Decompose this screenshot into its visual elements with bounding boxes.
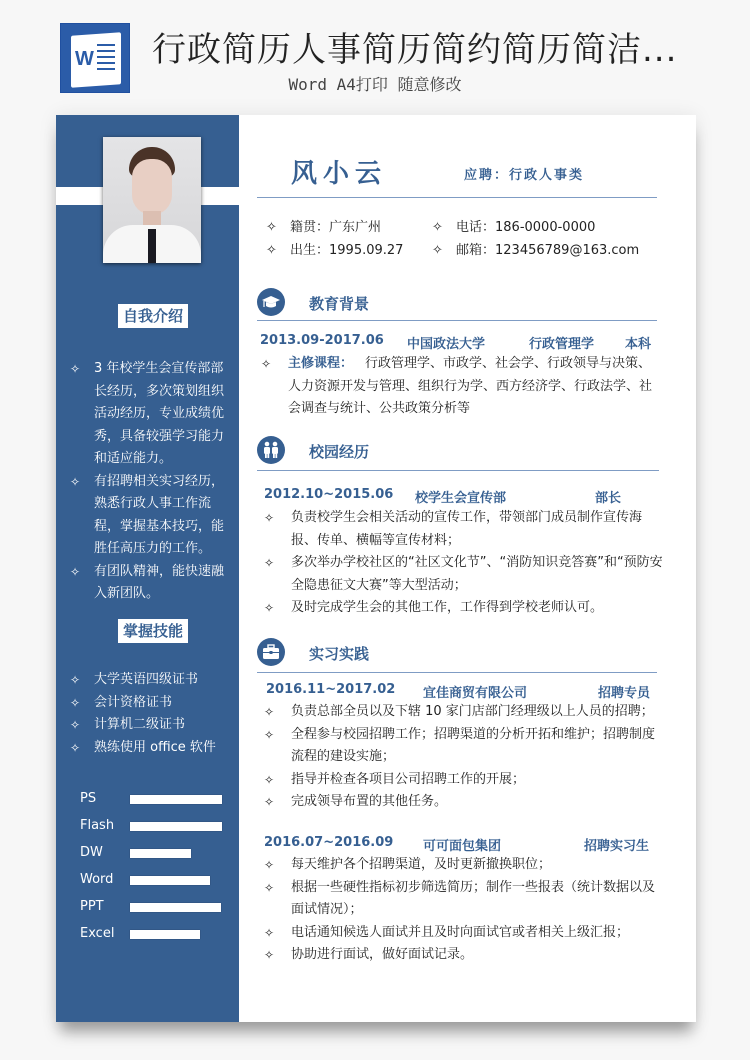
- diamond-bullet-icon: ✧: [70, 673, 81, 687]
- course-item: ✧ 主修课程： 行政管理学、市政学、社会学、行政领导与决策、人力资源开发与管理、组织行为学、西方经济学、行政法学、社会调查与统计、公共政策分析等: [261, 353, 661, 421]
- campus-item: ✧ 负责校学生会相关活动的宣传工作，带领部门成员制作宣传海报、传单、横幅等宣传材料；: [264, 507, 664, 552]
- contact-email: ✧ 邮箱：123456789@163.com: [432, 243, 640, 258]
- skill-item: ✧ 熟练使用 office 软件: [70, 737, 230, 760]
- skill-bar-row: [80, 813, 230, 840]
- divider: [257, 470, 659, 471]
- skill-level-bar: [130, 849, 191, 858]
- skill-name: Word: [80, 872, 114, 887]
- job-item: ✧ 电话通知候选人面试并且及时向面试官或者相关上级汇报；: [264, 922, 664, 945]
- campus-item: ✧ 多次举办学校社区的“社区文化节”、“消防知识竞答赛”和“预防安全隐患征文大赛”等大型活动；: [264, 552, 664, 597]
- campus-role: 部长: [595, 491, 622, 506]
- campus-items: [264, 507, 664, 620]
- diamond-bullet-icon: ✧: [266, 243, 277, 258]
- skill-bar-row: [80, 786, 230, 813]
- briefcase-icon: [257, 638, 285, 666]
- job-period: 2016.11~2017.02: [266, 682, 396, 697]
- job-items: [264, 701, 664, 814]
- intro-item: ✧ 有招聘相关实习经历，熟悉行政人事工作流程，掌握基本技巧，能胜任高压力的工作。: [70, 471, 230, 561]
- skill-level-bar: [130, 876, 210, 885]
- divider: [257, 320, 657, 321]
- job-item: ✧ 指导并检查各项目公司招聘工作的开展；: [264, 769, 664, 792]
- skill-name: Flash: [80, 818, 115, 833]
- job-role: 招聘实习生: [584, 839, 650, 854]
- job-company: 宜佳商贸有限公司: [423, 686, 528, 701]
- diamond-bullet-icon: ✧: [70, 362, 81, 376]
- skill-level-bar: [130, 903, 221, 912]
- diamond-bullet-icon: ✧: [70, 564, 81, 579]
- skill-level-bar: [130, 930, 200, 939]
- education-school: 中国政法大学: [407, 337, 486, 352]
- job-item: ✧ 完成领导布置的其他任务。: [264, 791, 664, 814]
- campus-title: 校园经历: [309, 443, 370, 461]
- contact-birth: ✧ 出生：1995.09.27: [266, 243, 404, 258]
- skill-bar-row: [80, 894, 230, 921]
- resume-sidebar: [56, 115, 239, 1022]
- skill-bar-row: [80, 840, 230, 867]
- skill-bar-row: [80, 867, 230, 894]
- education-major: 行政管理学: [529, 337, 595, 352]
- diamond-bullet-icon: ✧: [432, 243, 443, 258]
- diamond-bullet-icon: ✧: [264, 858, 275, 872]
- diamond-bullet-icon: ✧: [266, 220, 277, 235]
- skills-heading: 掌握技能: [118, 619, 188, 643]
- contact-phone: ✧ 电话：186-0000-0000: [432, 220, 596, 235]
- preview-header: [0, 0, 750, 110]
- divider: [257, 672, 657, 673]
- education-period: 2013.09-2017.06: [260, 333, 384, 348]
- diamond-bullet-icon: ✧: [70, 740, 81, 755]
- profile-photo: [103, 137, 201, 263]
- job-item: ✧ 每天维护各个招聘渠道，及时更新撤换职位；: [264, 854, 664, 877]
- word-letter: W: [75, 48, 94, 70]
- diamond-bullet-icon: ✧: [70, 718, 81, 732]
- intro-item: ✧ 有团队精神，能快速融入新团队。: [70, 561, 230, 606]
- diamond-bullet-icon: ✧: [70, 695, 81, 710]
- diamond-bullet-icon: ✧: [70, 474, 81, 489]
- job-item: ✧ 负责总部全员以及下辖 10 家门店部门经理级以上人员的招聘；: [264, 701, 664, 724]
- page-title: 行政简历人事简历简约简历简洁...: [152, 30, 678, 70]
- job-role: 招聘专员: [598, 686, 651, 701]
- skill-name: PS: [80, 791, 97, 806]
- diamond-bullet-icon: ✧: [264, 795, 275, 809]
- job-item: ✧ 协助进行面试，做好面试记录。: [264, 944, 664, 967]
- skill-name: Excel: [80, 926, 115, 941]
- applied-position: 应聘：行政人事类: [464, 168, 585, 183]
- skill-name: PPT: [80, 899, 104, 914]
- diamond-bullet-icon: ✧: [264, 880, 275, 895]
- skill-level-bar: [130, 822, 222, 831]
- resume-main: [239, 115, 696, 1022]
- intro-list: [70, 358, 230, 606]
- resume-page: [56, 115, 696, 1022]
- diamond-bullet-icon: ✧: [264, 772, 275, 787]
- software-skill-bars: [80, 786, 230, 948]
- skill-name: DW: [80, 845, 103, 860]
- job-items: [264, 854, 664, 967]
- candidate-name: 风小云: [291, 159, 388, 189]
- campus-org: 校学生会宣传部: [415, 491, 507, 506]
- graduation-cap-icon: [257, 288, 285, 316]
- diamond-bullet-icon: ✧: [264, 705, 275, 719]
- education-courses: [261, 353, 661, 421]
- diamond-bullet-icon: ✧: [264, 556, 275, 570]
- campus-item: ✧ 及时完成学生会的其他工作，工作得到学校老师认可。: [264, 597, 664, 620]
- skill-item: ✧ 计算机二级证书: [70, 714, 230, 737]
- diamond-bullet-icon: ✧: [264, 727, 275, 742]
- people-icon: [257, 436, 285, 464]
- practice-title: 实习实践: [309, 645, 370, 663]
- job-item: ✧ 全程参与校园招聘工作；招聘渠道的分析开拓和维护；招聘制度流程的建设实施；: [264, 724, 664, 769]
- skill-item: ✧ 会计资格证书: [70, 692, 230, 715]
- diamond-bullet-icon: ✧: [432, 220, 443, 235]
- divider: [257, 197, 657, 198]
- text-lines-icon: [97, 44, 115, 74]
- education-title: 教育背景: [309, 295, 370, 313]
- skill-level-bar: [130, 795, 222, 804]
- diamond-bullet-icon: ✧: [261, 357, 272, 371]
- skill-item: ✧ 大学英语四级证书: [70, 669, 230, 692]
- diamond-bullet-icon: ✧: [264, 948, 275, 962]
- diamond-bullet-icon: ✧: [264, 925, 275, 940]
- diamond-bullet-icon: ✧: [264, 601, 275, 615]
- job-period: 2016.07~2016.09: [264, 835, 394, 850]
- contact-hometown: ✧ 籍贯：广东广州: [266, 220, 382, 235]
- job-company: 可可面包集团: [423, 839, 502, 854]
- intro-item: ✧ 3 年校学生会宣传部部长经历，多次策划组织活动经历，专业成绩优秀，具备较强学习能力和适应能力。: [70, 358, 230, 471]
- intro-heading: 自我介绍: [118, 304, 188, 328]
- campus-period: 2012.10~2015.06: [264, 487, 394, 502]
- skill-bar-row: [80, 921, 230, 948]
- course-label: 主修课程：: [288, 356, 354, 371]
- skills-list: [70, 669, 230, 759]
- education-degree: 本科: [625, 337, 652, 352]
- page-subtitle: Word A4打印 随意修改: [288, 75, 462, 94]
- diamond-bullet-icon: ✧: [264, 511, 275, 525]
- job-item: ✧ 根据一些硬性指标初步筛选简历；制作一些报表（统计数据以及面试情况）；: [264, 877, 664, 922]
